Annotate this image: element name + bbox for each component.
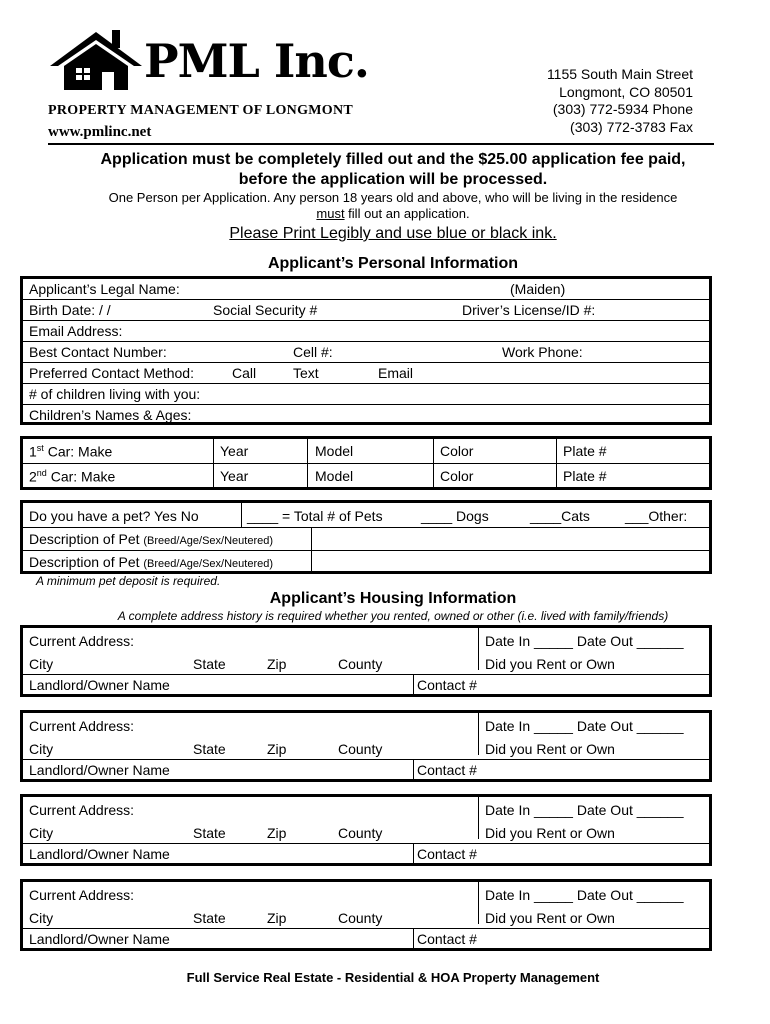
- current-address-row[interactable]: [23, 882, 709, 906]
- preferred-contact-row[interactable]: [23, 363, 709, 384]
- email-label: Email Address:: [29, 323, 123, 339]
- county-label: County: [338, 741, 383, 757]
- address-box: [20, 794, 712, 866]
- date-in-out-label: Date In _____ Date Out ______: [485, 887, 684, 903]
- county-label: County: [338, 656, 383, 672]
- pet-description-text: Description of Pet: [29, 531, 140, 547]
- landlord-row[interactable]: [23, 760, 709, 780]
- current-address-row[interactable]: [23, 797, 709, 821]
- car-number: 2: [29, 468, 37, 485]
- contact-label: Contact #: [417, 762, 477, 778]
- work-phone-label: Work Phone:: [502, 344, 583, 360]
- legal-name-row[interactable]: [23, 279, 709, 300]
- legal-name-label: Applicant’s Legal Name:: [29, 281, 180, 297]
- housing-info-heading: Applicant’s Housing Information: [269, 590, 517, 607]
- current-address-row[interactable]: [23, 628, 709, 652]
- county-label: County: [338, 910, 383, 926]
- notice-text: [48, 206, 738, 222]
- address-box: [20, 879, 712, 951]
- current-address-row[interactable]: [23, 713, 709, 737]
- car-plate-label: Plate #: [563, 443, 607, 459]
- column-divider: [311, 551, 312, 573]
- current-address-label: Current Address:: [29, 802, 135, 818]
- city-row[interactable]: [23, 652, 709, 675]
- contact-label: Contact #: [417, 931, 477, 947]
- pet-description-label: [29, 531, 273, 547]
- current-address-label: Current Address:: [29, 887, 135, 903]
- children-count-label: # of children living with you:: [29, 386, 201, 402]
- children-names-row[interactable]: [23, 405, 709, 428]
- pet-question: Do you have a pet? Yes No: [29, 508, 199, 524]
- house-logo-icon: [48, 26, 144, 96]
- car-year-label: Year: [220, 468, 249, 484]
- car-year-label: Year: [220, 443, 249, 459]
- fee-notice: [48, 150, 738, 190]
- landlord-label: Landlord/Owner Name: [29, 931, 170, 947]
- must-emphasis: must: [316, 206, 345, 221]
- ssn-label: Social Security #: [213, 302, 318, 318]
- email-option[interactable]: Email: [378, 365, 414, 381]
- car-model-label: Model: [315, 468, 354, 484]
- car-color-label: Color: [440, 468, 474, 484]
- state-label: State: [193, 741, 226, 757]
- header-rule: [48, 143, 714, 145]
- address-box: [20, 710, 712, 782]
- city-label: City: [29, 825, 54, 841]
- current-address-label: Current Address:: [29, 718, 135, 734]
- pet-deposit-note: A minimum pet deposit is required.: [36, 574, 221, 588]
- email-row[interactable]: [23, 321, 709, 342]
- rent-own-label: Did you Rent or Own: [485, 656, 615, 672]
- pet-description-hint: (Breed/Age/Sex/Neutered): [143, 558, 274, 570]
- second-car-label: [29, 468, 115, 485]
- date-in-out-label: Date In _____ Date Out ______: [485, 633, 684, 649]
- print-legibly-notice: Please Print Legibly and use blue or black ink.: [229, 225, 557, 242]
- address-line: Longmont, CO 80501: [559, 83, 693, 100]
- notice-text: One Person per Application. Any person 18 years old and above, who will be living in the residence: [108, 190, 678, 205]
- fee-notice-line: before the application will be processed.: [238, 171, 548, 188]
- column-divider: [311, 528, 312, 550]
- car-row[interactable]: [23, 439, 709, 464]
- city-row[interactable]: [23, 821, 709, 844]
- pet-description-row[interactable]: [23, 528, 709, 551]
- landlord-row[interactable]: [23, 675, 709, 695]
- maiden-label: (Maiden): [510, 281, 566, 297]
- birth-date-row[interactable]: [23, 300, 709, 321]
- landlord-label: Landlord/Owner Name: [29, 762, 170, 778]
- car-row[interactable]: [23, 464, 709, 488]
- city-row[interactable]: [23, 737, 709, 760]
- pet-count-row[interactable]: [23, 503, 709, 528]
- one-person-notice: [48, 190, 738, 222]
- date-in-out-label: Date In _____ Date Out ______: [485, 802, 684, 818]
- car-number: 1: [29, 443, 37, 460]
- city-label: City: [29, 741, 54, 757]
- phone-line: (303) 772-5934 Phone: [552, 101, 693, 117]
- address-line: 1155 South Main Street: [546, 66, 693, 82]
- rent-own-label: Did you Rent or Own: [485, 910, 615, 926]
- contact-label: Contact #: [417, 677, 477, 693]
- rent-own-label: Did you Rent or Own: [485, 741, 615, 757]
- car-make-label: Car: Make: [43, 443, 113, 460]
- pet-description-text: Description of Pet: [29, 554, 140, 570]
- car-model-label: Model: [315, 443, 354, 459]
- zip-label: Zip: [267, 656, 287, 672]
- city-label: City: [29, 910, 54, 926]
- text-option[interactable]: Text: [293, 365, 319, 381]
- car-color-label: Color: [440, 443, 474, 459]
- company-address: [547, 66, 693, 136]
- column-divider: [241, 503, 242, 527]
- first-car-label: [29, 443, 112, 460]
- pet-box: [20, 500, 712, 574]
- pet-description-label: [29, 554, 273, 570]
- company-tagline: PROPERTY MANAGEMENT OF LONGMONT: [48, 103, 354, 118]
- zip-label: Zip: [267, 910, 287, 926]
- pet-total-label: ____ = Total # of Pets: [247, 508, 383, 524]
- company-name: PML Inc.: [144, 34, 369, 88]
- personal-info-box: [20, 276, 712, 425]
- landlord-label: Landlord/Owner Name: [29, 677, 170, 693]
- children-names-label: Children’s Names & Ages:: [29, 407, 192, 423]
- children-count-row[interactable]: [23, 384, 709, 405]
- best-contact-label: Best Contact Number:: [29, 344, 167, 360]
- footer-tagline: Full Service Real Estate - Residential & HOA Property Management: [186, 970, 600, 985]
- preferred-contact-label: Preferred Contact Method:: [29, 365, 194, 381]
- city-label: City: [29, 656, 54, 672]
- zip-label: Zip: [267, 741, 287, 757]
- car-ordinal: nd: [36, 468, 47, 478]
- fax-line: (303) 772-3783 Fax: [570, 118, 693, 135]
- state-label: State: [193, 910, 226, 926]
- housing-history-hint: A complete address history is required whether you rented, owned or other (i.e. lived with family/friends): [117, 609, 669, 623]
- company-website[interactable]: www.pmlinc.net: [48, 124, 152, 140]
- dogs-label: ____ Dogs: [421, 508, 489, 524]
- fee-notice-line: Application must be completely filled out and the $25.00 application fee paid,: [100, 151, 686, 168]
- car-ordinal: st: [36, 443, 44, 453]
- state-label: State: [193, 656, 226, 672]
- call-option[interactable]: Call: [232, 365, 257, 381]
- address-box: [20, 625, 712, 697]
- cats-label: ____Cats: [530, 508, 590, 524]
- other-pets-label: ___Other:: [625, 508, 688, 524]
- date-in-out-label: Date In _____ Date Out ______: [485, 718, 684, 734]
- contact-label: Contact #: [417, 846, 477, 862]
- pet-description-row[interactable]: [23, 551, 709, 573]
- vehicle-box: [20, 436, 712, 490]
- landlord-row[interactable]: [23, 844, 709, 864]
- car-make-label: Car: Make: [46, 468, 116, 485]
- zip-label: Zip: [267, 825, 287, 841]
- birth-date-label: Birth Date: / /: [29, 302, 111, 318]
- contact-number-row[interactable]: [23, 342, 709, 363]
- landlord-row[interactable]: [23, 929, 709, 949]
- notice-rest: fill out an application.: [344, 206, 470, 221]
- state-label: State: [193, 825, 226, 841]
- landlord-label: Landlord/Owner Name: [29, 846, 170, 862]
- pet-description-hint: (Breed/Age/Sex/Neutered): [143, 535, 274, 547]
- current-address-label: Current Address:: [29, 633, 135, 649]
- car-plate-label: Plate #: [563, 468, 607, 484]
- city-row[interactable]: [23, 906, 709, 929]
- rent-own-label: Did you Rent or Own: [485, 825, 615, 841]
- license-label: Driver’s License/ID #:: [462, 302, 596, 318]
- county-label: County: [338, 825, 383, 841]
- cell-label: Cell #:: [293, 344, 333, 360]
- personal-info-heading: Applicant’s Personal Information: [267, 255, 519, 272]
